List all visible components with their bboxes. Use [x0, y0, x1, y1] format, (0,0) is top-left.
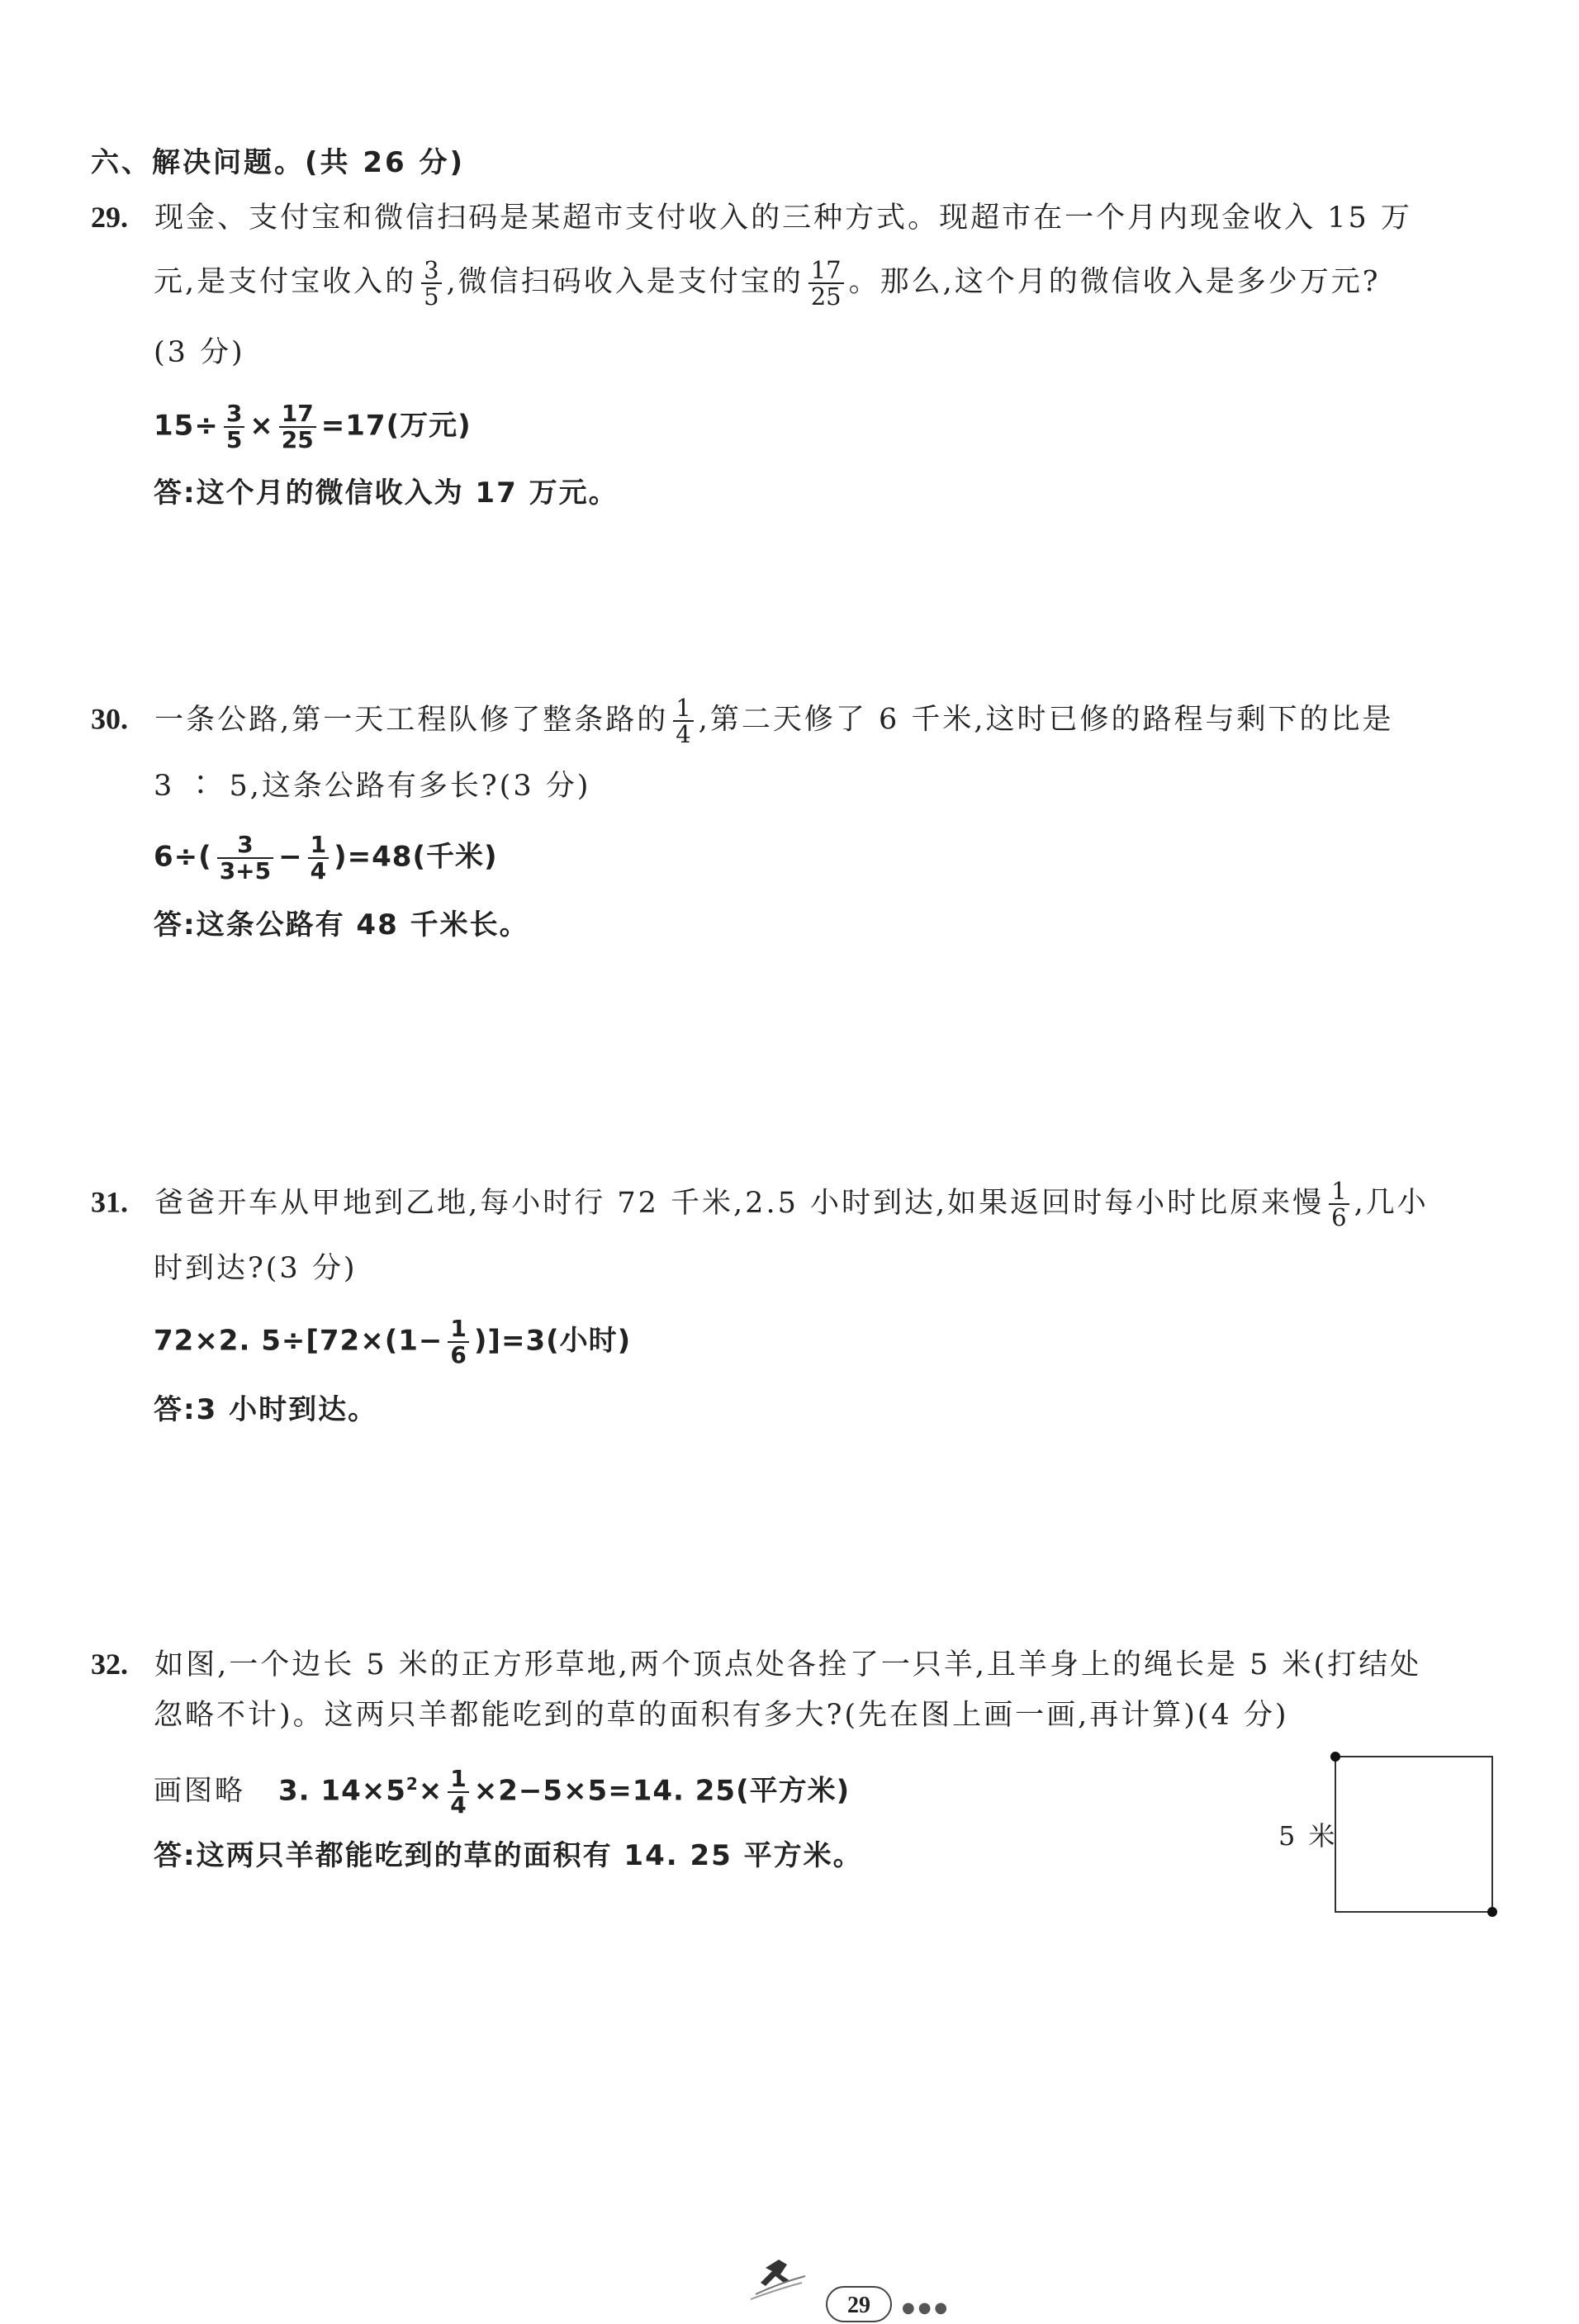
q29-calc-fraction-2-num: 17: [279, 401, 316, 428]
q32-calc-fraction: [448, 1764, 468, 1819]
page-number-dots: ●●●: [902, 2299, 951, 2317]
q30-calc-fraction-1: [217, 832, 273, 884]
q30-calc-fraction-2-den: 4: [310, 857, 327, 885]
q31-calc-a: 72×2. 5÷[72×(1−: [154, 1324, 443, 1358]
q32-calc-fraction-num: 1: [448, 1767, 468, 1793]
q32-calc-b: ×: [418, 1774, 443, 1808]
q29-calc-b: ×: [249, 409, 274, 443]
q29-number: 29.: [91, 201, 128, 234]
q31-fraction: [1329, 1179, 1349, 1230]
q29-fraction-1-num: 3: [421, 258, 441, 284]
square-grassland: [1335, 1757, 1492, 1912]
q29-text-2c: 。那么,这个月的微信收入是多少万元?: [848, 265, 1381, 299]
q29-calc-fraction-2: [279, 401, 316, 453]
q30-calc-fraction-1-num: 3: [217, 832, 273, 859]
q31-text-1b: ,几小: [1354, 1186, 1429, 1220]
q30-fraction-num: 1: [673, 695, 693, 722]
q30-number: 30.: [91, 702, 128, 736]
q29-calc-fraction-1-num: 3: [224, 401, 244, 428]
q31-fraction-den: 6: [1331, 1203, 1347, 1231]
q30-fraction: [673, 695, 693, 747]
q29-calc-c: =17(万元): [320, 409, 472, 443]
q32-answer: 答:这两只羊都能吃到的草的面积有 14. 25 平方米。: [154, 1839, 863, 1872]
q32-calc-fraction-den: 4: [450, 1790, 467, 1819]
q32-calc-exponent: 2: [405, 1774, 419, 1794]
q29-answer: 答:这个月的微信收入为 17 万元。: [154, 477, 619, 510]
section-title: 六、解决问题。(共 26 分): [91, 146, 466, 179]
q31-calculation: [154, 1316, 631, 1368]
q30-calc-fraction-2-num: 1: [308, 832, 329, 859]
q29-text-2b: ,微信扫码收入是支付宝的: [446, 265, 804, 299]
q30-text-1a: 一条公路,第一天工程队修了整条路的: [154, 703, 669, 737]
q30-fraction-den: 4: [676, 720, 691, 748]
q32-calc-label: 画图略: [154, 1774, 245, 1808]
q30-line2: 3 ∶ 5,这条公路有多长?(3 分): [154, 770, 591, 803]
q29-fraction-1-den: 5: [424, 282, 439, 311]
q29-points: (3 分): [154, 336, 245, 369]
q31-calc-fraction: [448, 1316, 468, 1368]
q31-text-1a: 爸爸开车从甲地到乙地,每小时行 72 千米,2.5 小时到达,如果返回时每小时比原来慢: [154, 1186, 1325, 1220]
q30-line1: [91, 695, 1394, 747]
q32-text-1: 如图,一个边长 5 米的正方形草地,两个顶点处各拴了一只羊,且羊身上的绳长是 5 米(打结处: [154, 1648, 1422, 1681]
q29-fraction-2: [808, 258, 844, 309]
q29-fraction-2-den: 25: [810, 282, 842, 311]
q29-calc-fraction-1: [224, 401, 244, 453]
q29-calc-fraction-1-den: 5: [225, 426, 243, 453]
q30-calc-b: −: [278, 840, 303, 874]
q30-calculation: [154, 832, 498, 884]
q32-calc-a: 3. 14×5: [278, 1774, 406, 1808]
q31-answer: 答:3 小时到达。: [154, 1393, 378, 1426]
q29-calc-fraction-2-den: 25: [281, 426, 314, 453]
q30-text-1b: ,第二天修了 6 千米,这时已修的路程与剩下的比是: [698, 703, 1394, 737]
q30-calc-fraction-1-den: 3+5: [219, 857, 272, 885]
goat-vertex-bottom-right: [1487, 1907, 1497, 1917]
q31-fraction-num: 1: [1329, 1179, 1349, 1205]
q31-line1: [91, 1179, 1429, 1230]
q32-square-figure: [1321, 1743, 1511, 1924]
q29-text-2a: 元,是支付宝收入的: [154, 265, 417, 299]
q30-calc-c: )=48(千米): [334, 840, 498, 874]
q31-line2: 时到达?(3 分): [154, 1252, 358, 1285]
q30-answer: 答:这条公路有 48 千米长。: [154, 908, 529, 941]
q30-calc-fraction-2: [308, 832, 329, 884]
q31-calc-b: )]=3(小时): [473, 1324, 632, 1358]
q29-calculation: [154, 401, 472, 453]
q30-calc-a: 6÷(: [154, 840, 212, 874]
q32-line2: 忽略不计)。这两只羊都能吃到的草的面积有多大?(先在图上画一画,再计算)(4 分): [154, 1699, 1289, 1732]
q31-calc-fraction-num: 1: [448, 1316, 468, 1343]
runner-logo-icon: [747, 2253, 830, 2303]
q31-number: 31.: [91, 1185, 128, 1219]
q32-line1: [91, 1643, 1421, 1686]
q29-fraction-1: [421, 258, 441, 309]
q32-number: 32.: [91, 1648, 128, 1681]
q32-calculation: [154, 1763, 850, 1818]
q29-text-1: 现金、支付宝和微信扫码是某超市支付收入的三种方式。现超市在一个月内现金收入 15 万: [154, 202, 1412, 235]
q32-figure-label: 5 米: [1278, 1820, 1338, 1852]
q29-line2: [154, 258, 1381, 309]
q29-calc-a: 15÷: [154, 409, 219, 443]
q31-calc-fraction-den: 6: [450, 1341, 467, 1368]
q29-fraction-2-num: 17: [808, 258, 844, 284]
q32-calc-c: ×2−5×5=14. 25(平方米): [473, 1774, 851, 1808]
goat-vertex-top-left: [1330, 1752, 1340, 1762]
page-number: 29: [826, 2286, 892, 2322]
q29-line1: [91, 197, 1412, 239]
